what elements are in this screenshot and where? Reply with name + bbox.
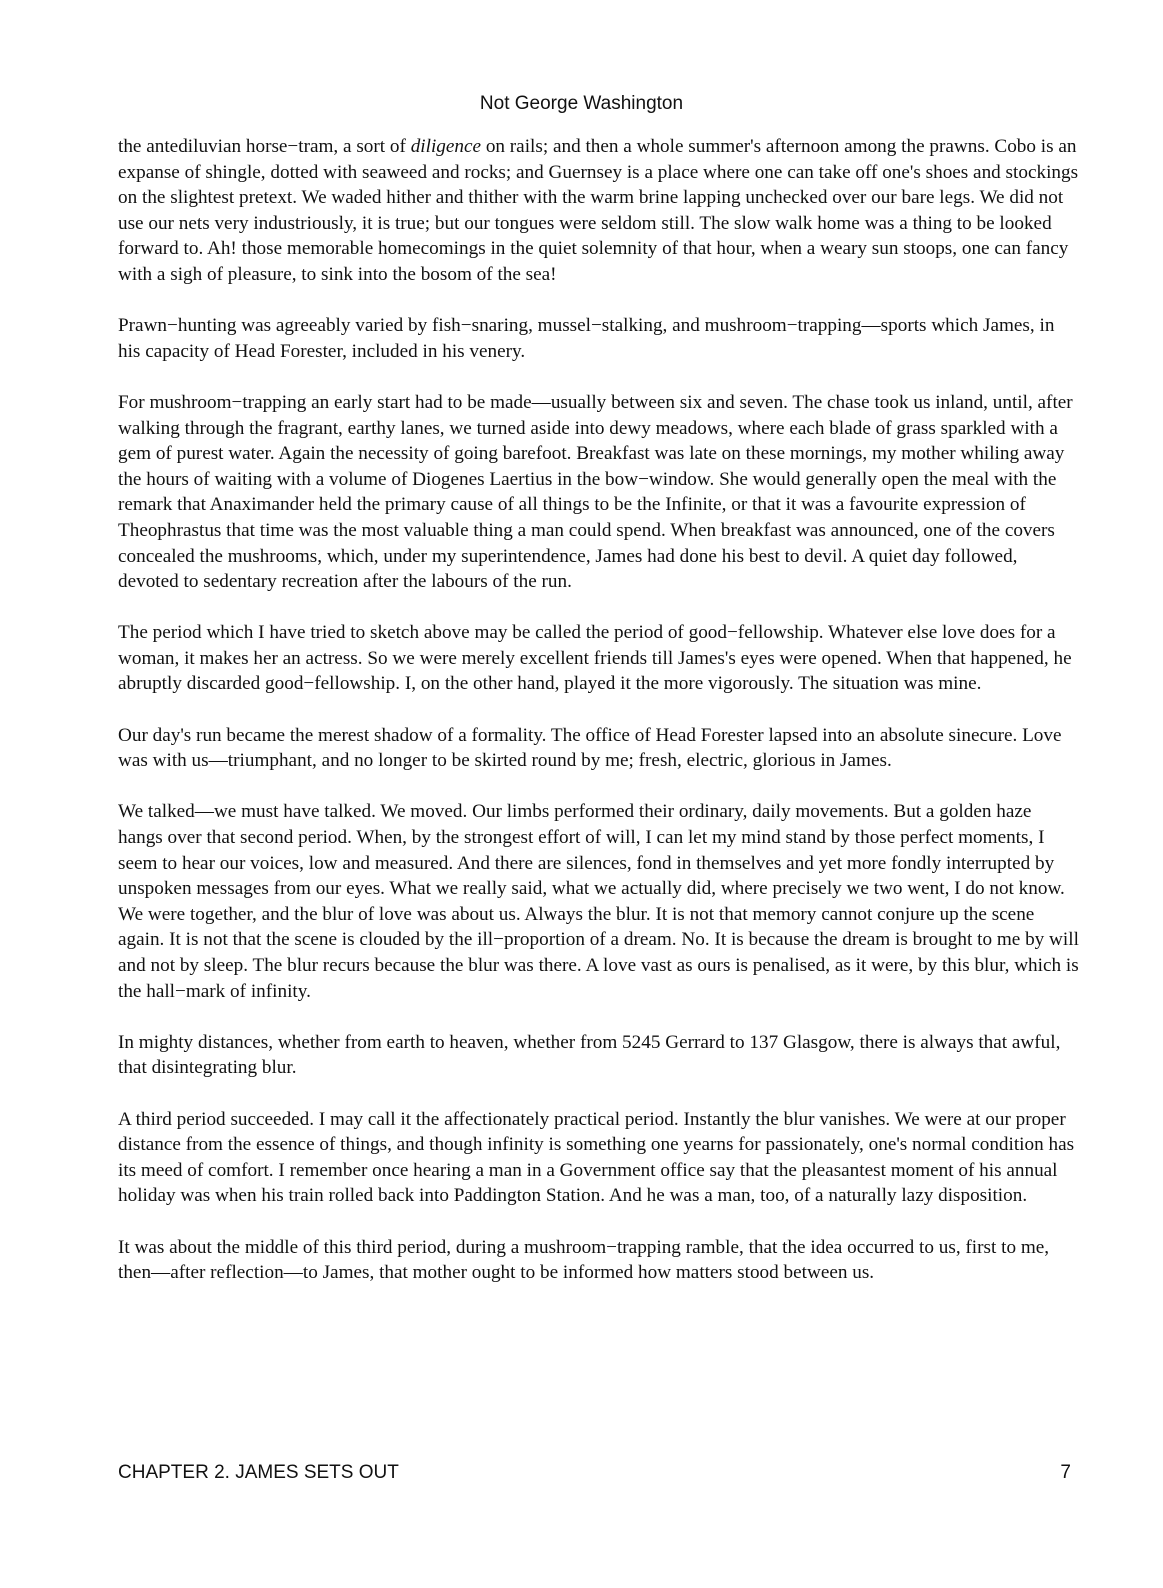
paragraph-8: A third period succeeded. I may call it the affectionately practical period. Instantly the blur vanishes. We were at our proper distance from the essence of things, and though infinity is something one yearns for passionately, one's normal condition has its meed of comfort. I remember once hearing a man in a Government office say that the pleasantest moment of his annual holiday was when his train rolled back into Paddington Station. And he was a man, too, of a naturally lazy disposition.	[118, 1108, 1075, 1207]
page-number: 7	[1060, 1462, 1071, 1483]
footer-chapter-title: CHAPTER 2. JAMES SETS OUT	[118, 1462, 399, 1483]
paragraph-1-text-end: on rails; and then a whole summer's afternoon among the prawns. Cobo is an expanse of shingle, dotted with seaweed and rocks; and Guernsey is a place where one can take off one's shoes and stockings on the slightest pretext. We waded hither and thither with the warm brine lapping unchecked over our bare legs. We did not use our nets very industriously, it is true; but our tongues were seldom still. The slow walk home was a thing to be looked forward to. Ah! those memorable homecomings in the quiet solemnity of that hour, when a weary sun stoops, one can fancy with a sigh of pleasure, to sink into the bosom of the sea!	[118, 136, 1079, 285]
italic-word-diligence: diligence	[410, 136, 482, 157]
page-body	[118, 134, 1080, 1286]
paragraph-4: The period which I have tried to sketch above may be called the period of good−fellowship. Whatever else love does for a woman, it makes her an actress. So we were merely excellent friends till James's eyes were opened. When that happened, he abruptly discarded good−fellowship. I, on the other hand, played it the more vigorously. The situation was mine.	[118, 622, 1072, 695]
paragraph-2: Prawn−hunting was agreeably varied by fish−snaring, mussel−stalking, and mushroom−trapping—sports which James, in his capacity of Head Forester, included in his venery.	[118, 315, 1055, 362]
paragraph-3: For mushroom−trapping an early start had to be made—usually between six and seven. The chase took us inland, until, after walking through the fragrant, earthy lanes, we turned aside into dewy meadows, where each blade of grass sparkled with a gem of purest water. Again the necessity of going barefoot. Breakfast was late on these mornings, my mother whiling away the hours of waiting with a volume of Diogenes Laertius in the bow−window. She would generally open the meal with the remark that Anaximander held the primary cause of all things to be the Infinite, or that it was a favourite expression of Theophrastus that time was the most valuable thing a man could spend. When breakfast was announced, one of the covers concealed the mushrooms, which, under my superintendence, James had done his best to devil. A quiet day followed, devoted to sedentary recreation after the labours of the run.	[118, 391, 1073, 593]
running-header-title: Not George Washington	[479, 93, 684, 114]
paragraph-6: We talked—we must have talked. We moved. Our limbs performed their ordinary, daily movements. But a golden haze hangs over that second period. When, by the strongest effort of will, I can let my mind stand by those perfect moments, I seem to hear our voices, low and measured. And there are silences, fond in themselves and yet more fondly interrupted by unspoken messages from our eyes. What we really said, what we actually did, where precisely we two went, I do not know. We were together, and the blur of love was about us. Always the blur. It is not that memory cannot conjure up the scene again. It is not that the scene is clouded by the ill−proportion of a dream. No. It is because the dream is brought to me by will and not by sleep. The blur recurs because the blur was there. A love vast as ours is penalised, as it were, by this blur, which is the hall−mark of infinity.	[118, 801, 1079, 1002]
paragraph-9: It was about the middle of this third period, during a mushroom−trapping ramble, that the idea occurred to us, first to me, then—after reflection—to James, that mother ought to be informed how matters stood between us.	[118, 1236, 1050, 1284]
paragraph-5: Our day's run became the merest shadow of a formality. The office of Head Forester lapsed into an absolute sinecure. Love was with us—triumphant, and no longer to be skirted round by me; fresh, electric, glorious in James.	[118, 724, 1062, 772]
paragraph-1-text-start: the antediluvian horse−tram, a sort of	[118, 136, 411, 157]
paragraph-1	[118, 134, 1080, 288]
paragraph-7: In mighty distances, whether from earth to heaven, whether from 5245 Gerrard to 137 Glasgow, there is always that awful, that disintegrating blur.	[118, 1031, 1061, 1079]
